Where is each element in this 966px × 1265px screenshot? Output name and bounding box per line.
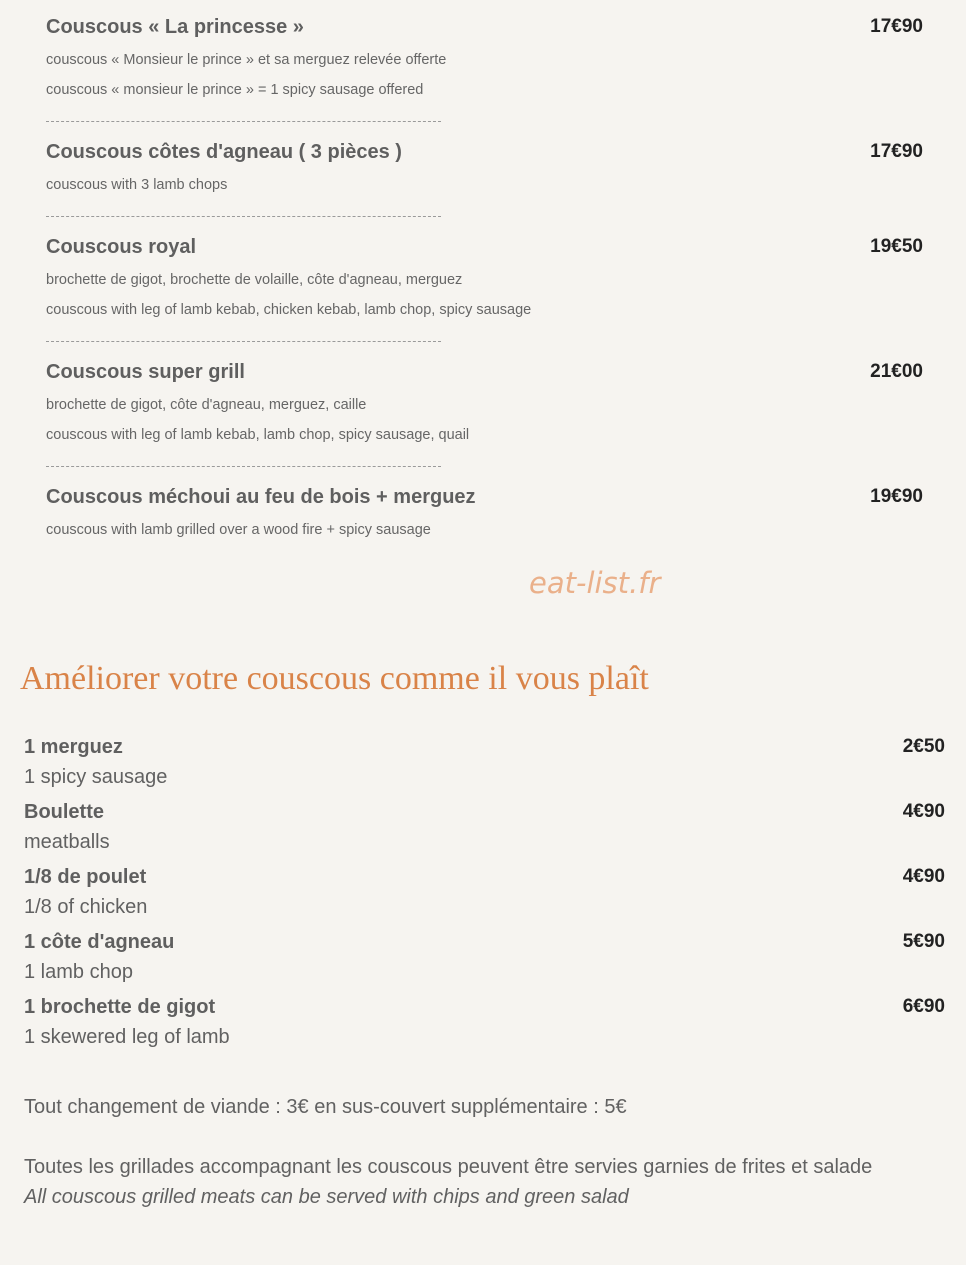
extra-item [24,931,946,991]
menu-item [46,361,926,451]
divider [46,341,441,342]
dish-price: 17€90 [870,16,923,37]
extra-price: 6€90 [902,996,945,1017]
extra-price: 2€50 [902,736,945,757]
extra-item [24,866,946,926]
extra-name: 1/8 de poulet [24,866,147,888]
dish-description: brochette de gigot, brochette de volaille, côte d'agneau, merguez [46,272,463,288]
grill-note-en: All couscous grilled meats can be served with chips and green salad [24,1186,629,1208]
menu-item [46,486,926,546]
dish-description: couscous with leg of lamb kebab, lamb chop, spicy sausage, quail [46,427,470,443]
dish-name: Couscous côtes d'agneau ( 3 pièces ) [46,141,402,163]
dish-description: brochette de gigot, côte d'agneau, merguez, caille [46,397,367,413]
dish-description: couscous « Monsieur le prince » et sa merguez relevée offerte [46,52,447,68]
extra-price: 4€90 [902,801,945,822]
divider [46,121,441,122]
divider [46,216,441,217]
dish-description: couscous « monsieur le prince » = 1 spicy sausage offered [46,82,424,98]
extra-name: Boulette [24,801,104,823]
extra-item [24,996,946,1056]
extra-name: 1 côte d'agneau [24,931,175,953]
extra-item [24,736,946,796]
extra-description: 1 skewered leg of lamb [24,1026,230,1048]
extras-section-title: Améliorer votre couscous comme il vous plaît [20,660,649,697]
extra-name: 1 brochette de gigot [24,996,216,1018]
extra-description: 1/8 of chicken [24,896,148,918]
dish-name: Couscous super grill [46,361,245,383]
extra-description: 1 lamb chop [24,961,133,983]
extra-item [24,801,946,861]
grill-note-fr: Toutes les grillades accompagnant les couscous peuvent être servies garnies de frites et salade [24,1156,873,1178]
menu-item [46,16,926,116]
dish-name: Couscous royal [46,236,197,258]
extra-description: meatballs [24,831,110,853]
divider [46,466,441,467]
dish-price: 21€00 [870,361,923,382]
site-watermark: eat-list.fr [529,566,661,600]
dish-name: Couscous « La princesse » [46,16,304,38]
menu-item [46,141,926,201]
dish-price: 17€90 [870,141,923,162]
dish-price: 19€90 [870,486,923,507]
extra-name: 1 merguez [24,736,123,758]
extra-price: 5€90 [902,931,945,952]
dish-price: 19€50 [870,236,923,257]
dish-description: couscous with leg of lamb kebab, chicken kebab, lamb chop, spicy sausage [46,302,532,318]
meat-change-note: Tout changement de viande : 3€ en sus-couvert supplémentaire : 5€ [24,1096,627,1118]
menu-item [46,236,926,326]
dish-description: couscous with 3 lamb chops [46,177,228,193]
dish-name: Couscous méchoui au feu de bois + merguez [46,486,476,508]
extra-price: 4€90 [902,866,945,887]
dish-description: couscous with lamb grilled over a wood fire + spicy sausage [46,522,431,538]
extra-description: 1 spicy sausage [24,766,168,788]
